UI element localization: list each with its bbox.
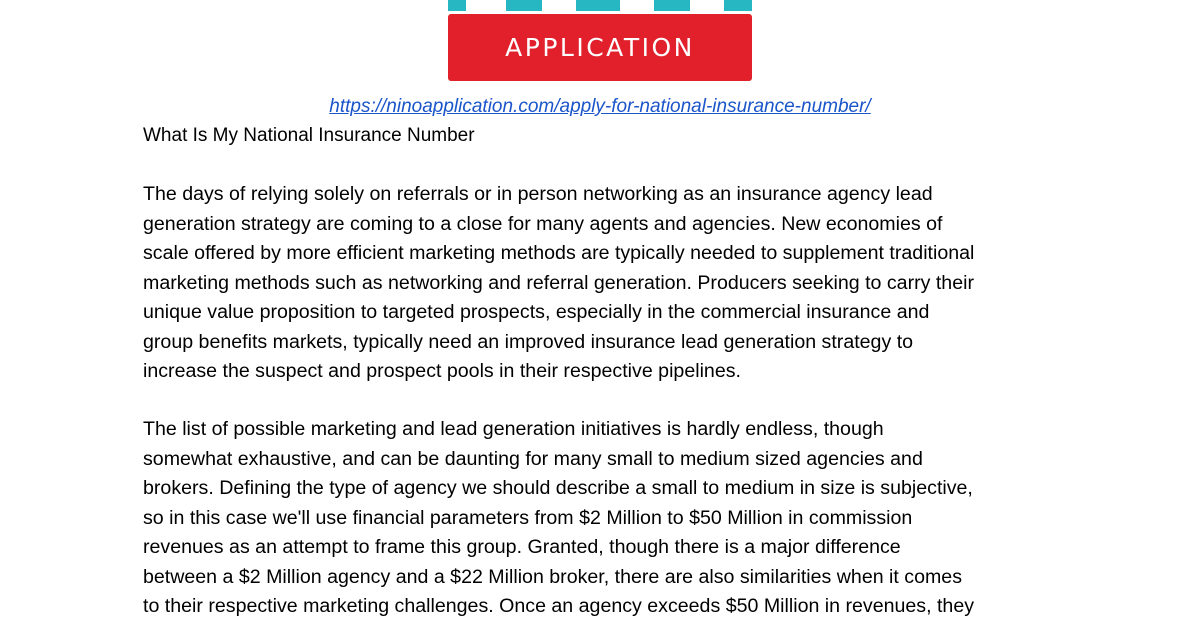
document-title: What Is My National Insurance Number (143, 125, 475, 146)
logo-text: APPLICATION (505, 33, 695, 62)
paragraph-line: revenues as an attempt to frame this group. Granted, though there is a major difference (143, 536, 901, 558)
paragraph-line: between a $2 Million agency and a $22 Million broker, there are also similarities when it comes (143, 565, 963, 588)
paragraph-line: brokers. Defining the type of agency we should describe a small to medium in size is subjective, (143, 477, 973, 499)
paragraph-line: to their respective marketing challenges. Once an agency exceeds $50 Million in revenues, they (143, 595, 975, 617)
paragraph-line: unique value proposition to targeted prospects, especially in the commercial insurance and (143, 301, 930, 323)
logo-top-fragment (448, 0, 466, 11)
paragraph-2 (143, 415, 1073, 622)
paragraph-line: increase the suspect and prospect pools in their respective pipelines. (143, 360, 741, 382)
paragraph-line: so in this case we'll use financial parameters from $2 Million to $50 Million in commission (143, 506, 913, 529)
paragraph-line: somewhat exhaustive, and can be daunting for many small to medium sized agencies and (143, 447, 923, 470)
logo-banner (448, 14, 752, 81)
logo-top-fragment (654, 0, 690, 11)
paragraph-line: marketing methods such as networking and referral generation. Producers seeking to carry their (143, 271, 974, 294)
paragraph-line: The list of possible marketing and lead generation initiatives is hardly endless, though (143, 418, 884, 440)
logo-top-fragment (576, 0, 620, 11)
application-link[interactable]: https://ninoapplication.com/apply-for-national-insurance-number/ (329, 96, 871, 117)
logo-top-fragment (506, 0, 542, 11)
paragraph-line: scale offered by more efficient marketing methods are typically needed to supplement traditional (143, 242, 975, 264)
logo (448, 0, 752, 81)
paragraph-line: group benefits markets, typically need an improved insurance lead generation strategy to (143, 330, 914, 353)
logo-top-fragment (724, 0, 752, 11)
paragraph-line: generation strategy are coming to a close for many agents and agencies. New economies of (143, 212, 943, 235)
paragraph-line: The days of relying solely on referrals or in person networking as an insurance agency lead (143, 183, 933, 205)
paragraph-1 (143, 180, 1073, 387)
